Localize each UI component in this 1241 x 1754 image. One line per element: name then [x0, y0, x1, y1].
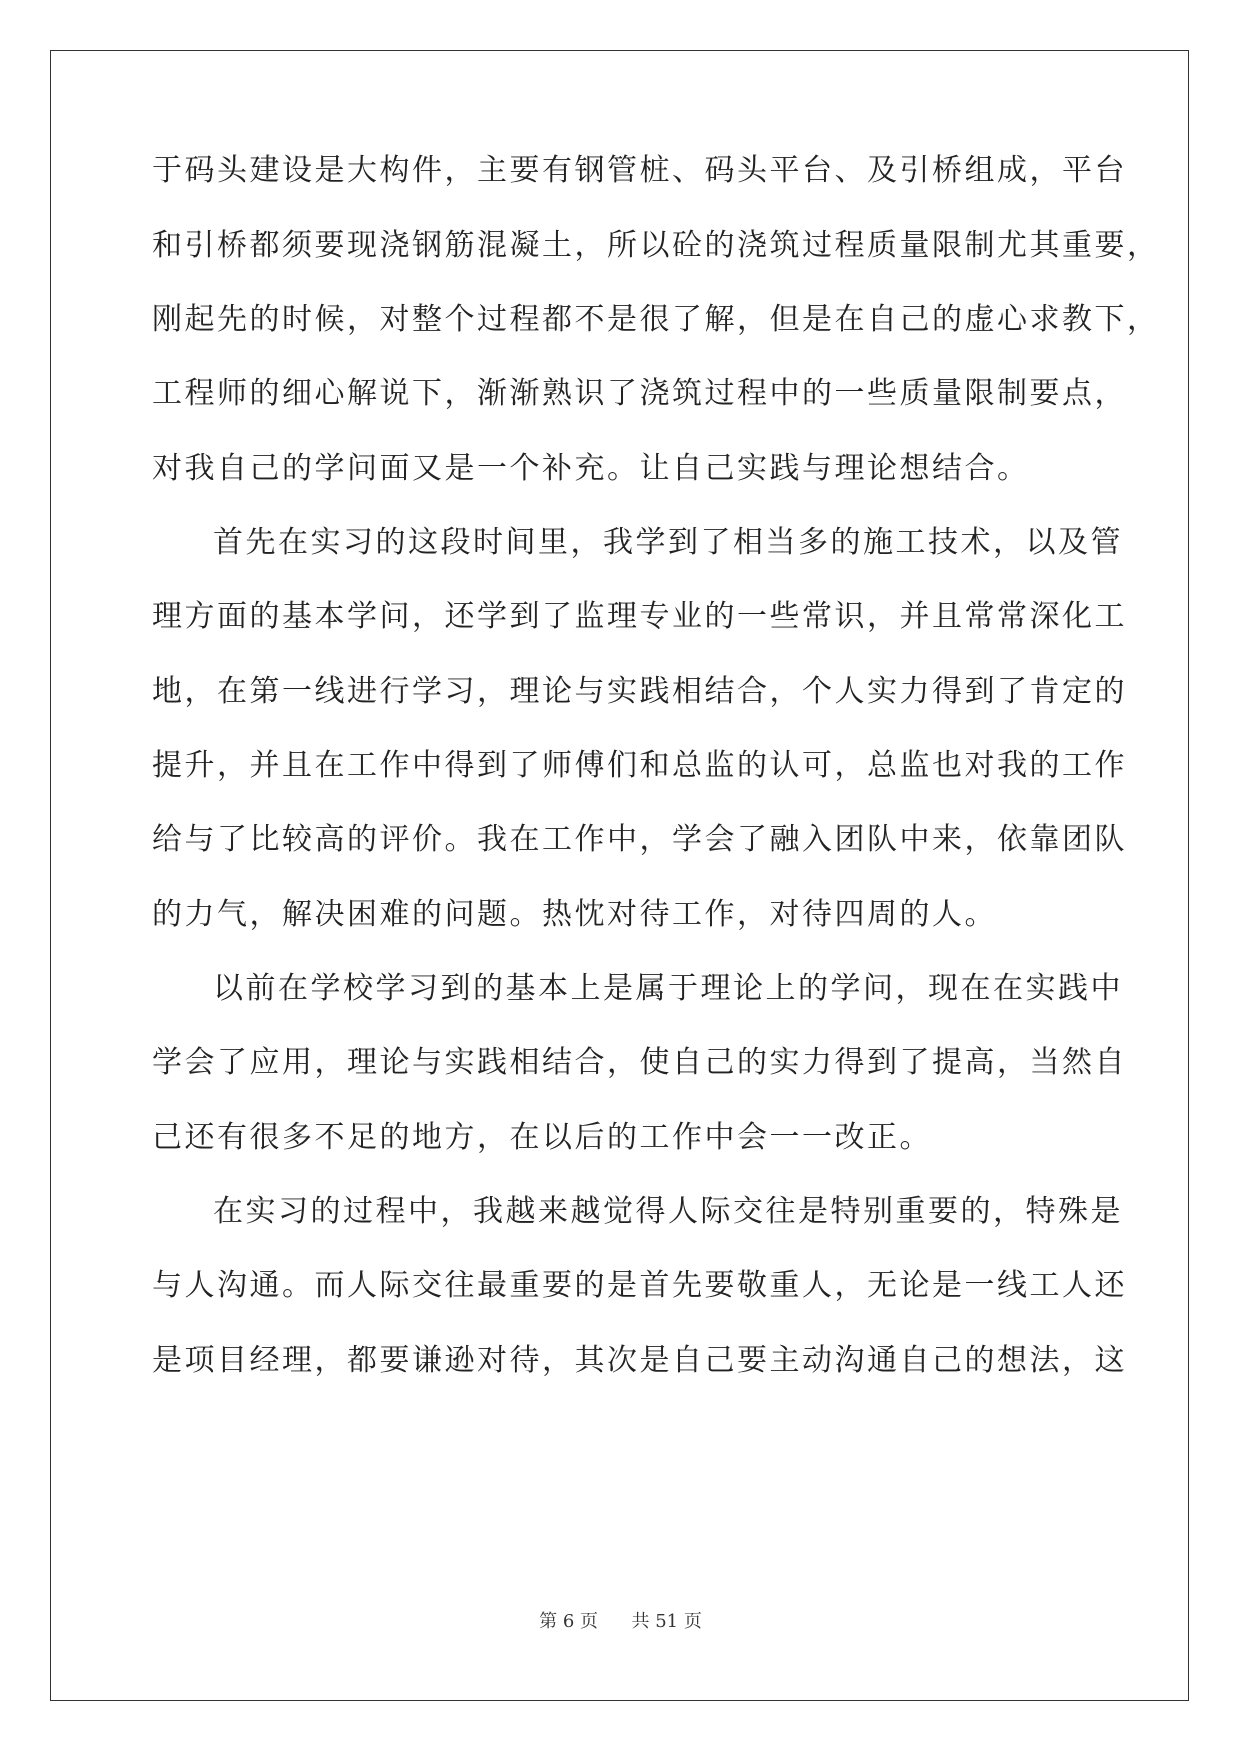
- text-line-13: 学会了应用，理论与实践相结合，使自己的实力得到了提高，当然自: [152, 1045, 1127, 1080]
- page-number: 第 6 页: [539, 1611, 599, 1632]
- page-border: [50, 50, 1189, 1701]
- text-line-1: 于码头建设是大构件，主要有钢管桩、码头平台、及引桥组成，平台: [152, 153, 1127, 188]
- text-line-9: 提升，并且在工作中得到了师傅们和总监的认可，总监也对我的工作: [152, 748, 1127, 783]
- text-line-10: 给与了比较高的评价。我在工作中，学会了融入团队中来，依靠团队: [152, 822, 1127, 857]
- text-line-5: 对我自己的学问面又是一个补充。让自己实践与理论想结合。: [152, 451, 1030, 486]
- text-line-17: 是项目经理，都要谦逊对待，其次是自己要主动沟通自己的想法，这: [152, 1343, 1127, 1378]
- page-footer: [0, 1607, 1241, 1633]
- text-line-12: 以前在学校学习到的基本上是属于理论上的学问，现在在实践中: [213, 971, 1123, 1006]
- text-line-8: 地，在第一线进行学习，理论与实践相结合，个人实力得到了肯定的: [152, 674, 1127, 709]
- text-line-2: 和引桥都须要现浇钢筋混凝土，所以砼的浇筑过程质量限制尤其重要，: [152, 228, 1160, 263]
- total-pages: 共 51 页: [631, 1611, 702, 1632]
- text-line-3: 刚起先的时候，对整个过程都不是很了解，但是在自己的虚心求教下，: [152, 302, 1160, 337]
- text-line-15: 在实习的过程中，我越来越觉得人际交往是特别重要的，特殊是: [213, 1194, 1123, 1229]
- text-line-11: 的力气，解决困难的问题。热忱对待工作，对待四周的人。: [152, 897, 997, 932]
- text-line-16: 与人沟通。而人际交往最重要的是首先要敬重人，无论是一线工人还: [152, 1268, 1127, 1303]
- text-line-4: 工程师的细心解说下，渐渐熟识了浇筑过程中的一些质量限制要点，: [152, 376, 1127, 411]
- text-line-14: 己还有很多不足的地方，在以后的工作中会一一改正。: [152, 1120, 932, 1155]
- text-line-6: 首先在实习的这段时间里，我学到了相当多的施工技术，以及管: [213, 525, 1123, 560]
- text-line-7: 理方面的基本学问，还学到了监理专业的一些常识，并且常常深化工: [152, 599, 1127, 634]
